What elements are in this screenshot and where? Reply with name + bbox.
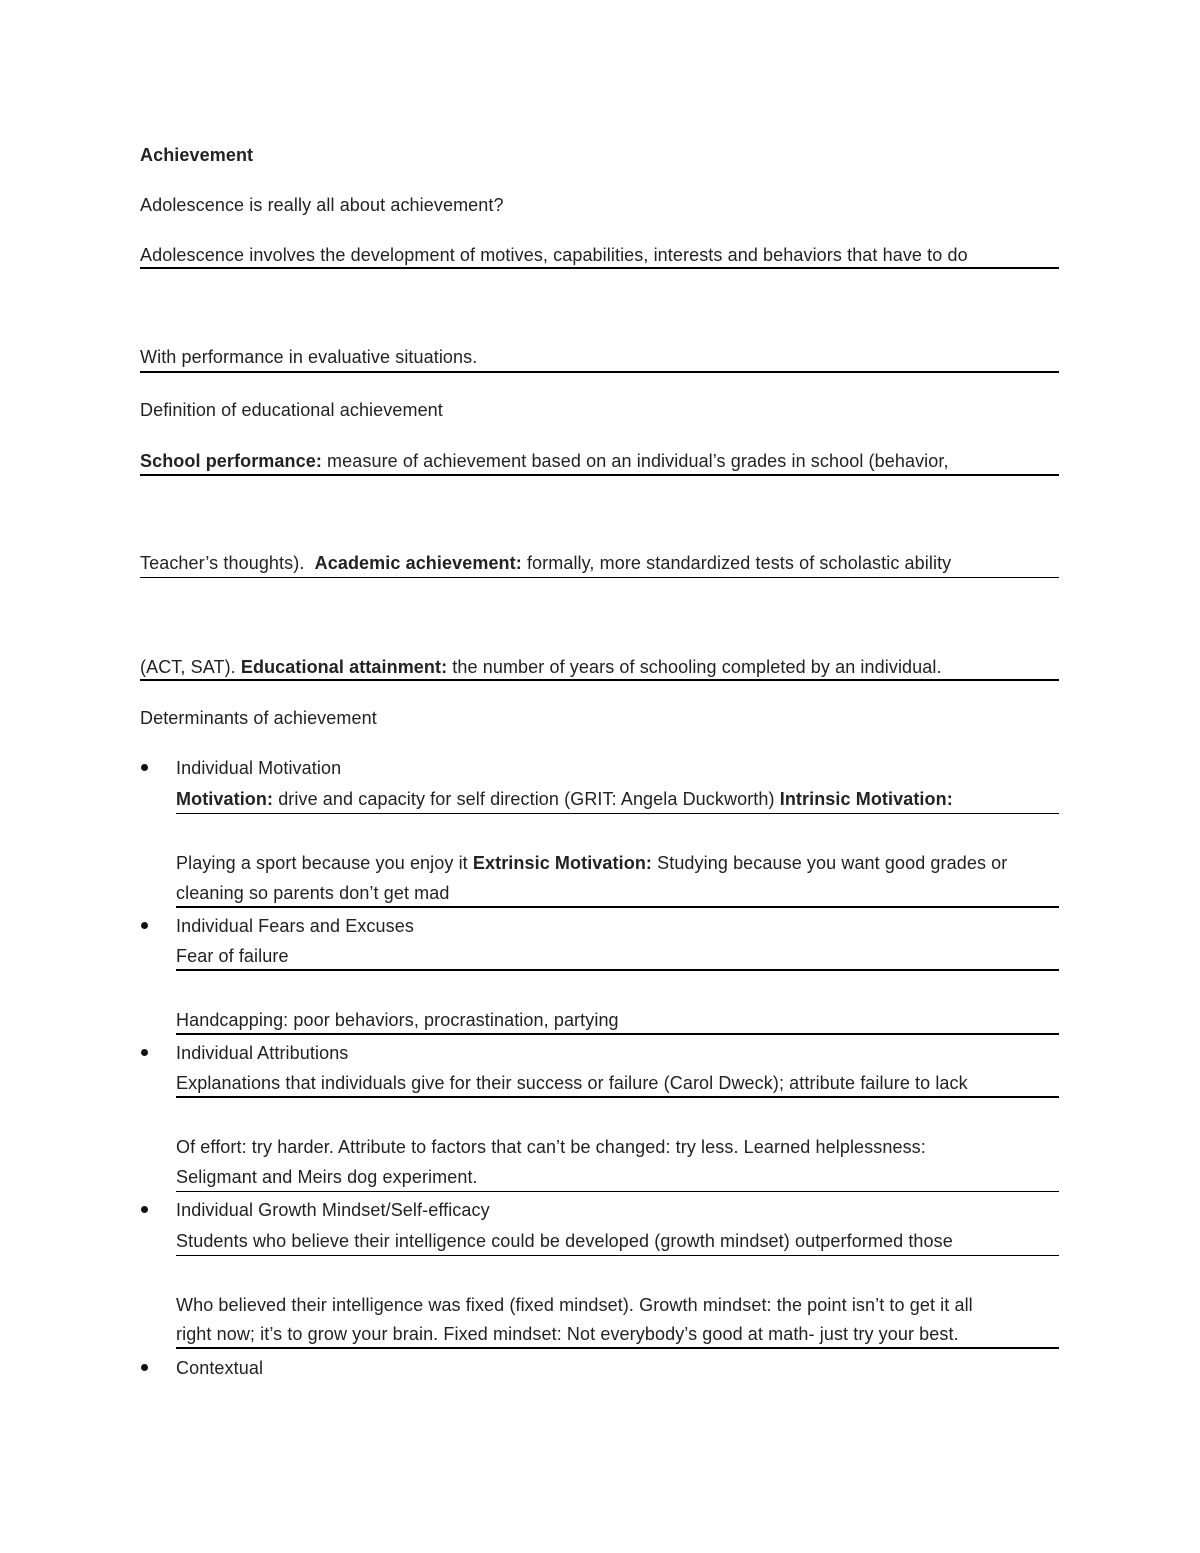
academic-achievement-text: formally, more standardized tests of scholastic ability xyxy=(521,553,952,573)
motivation-line-1 xyxy=(176,788,953,810)
educational-attainment-line xyxy=(140,656,942,678)
act-sat-text: (ACT, SAT). xyxy=(140,657,241,677)
fears-line-1: Fear of failure xyxy=(176,946,289,966)
determinants-heading: Determinants of achievement xyxy=(140,708,377,728)
contextual-heading: Contextual xyxy=(176,1358,264,1378)
growth-line-1: Students who believe their intelligence could be developed (growth mindset) outperformed those xyxy=(176,1231,953,1251)
motivation-text: drive and capacity for self direction (GRIT: Angela Duckworth) xyxy=(273,789,780,809)
educational-attainment-term: Educational attainment: xyxy=(240,657,448,677)
growth-line-2: Who believed their intelligence was fixed (fixed mindset). Growth mindset: the point isn’t to get it all xyxy=(176,1295,973,1315)
bullet-icon xyxy=(141,922,148,929)
underline-rule xyxy=(176,1255,1059,1256)
definition-heading: Definition of educational achievement xyxy=(140,400,443,420)
underline-rule xyxy=(140,371,1059,373)
educational-attainment-text: the number of years of schooling completed by an individual. xyxy=(447,657,942,677)
attributions-line-3: Seligmant and Meirs dog experiment. xyxy=(176,1167,478,1187)
intrinsic-motivation-term: Intrinsic Motivation: xyxy=(779,789,953,809)
school-performance-term: School performance: xyxy=(140,451,322,471)
academic-achievement-line xyxy=(140,552,951,574)
underline-rule xyxy=(140,474,1059,476)
underline-rule xyxy=(176,906,1059,908)
school-performance-line xyxy=(140,450,949,472)
underline-rule xyxy=(176,813,1059,814)
growth-line-3: right now; it’s to grow your brain. Fixed mindset: Not everybody’s good at math- just try your best. xyxy=(176,1324,959,1344)
motivation-line-3: cleaning so parents don’t get mad xyxy=(176,883,450,903)
motivation-heading: Individual Motivation xyxy=(176,758,342,778)
teacher-thoughts-text: Teacher’s thoughts). xyxy=(140,553,315,573)
intro-line-2: With performance in evaluative situations. xyxy=(140,347,478,367)
underline-rule xyxy=(176,1347,1059,1349)
page-title: Achievement xyxy=(140,145,254,165)
extrinsic-motivation-term: Extrinsic Motivation: xyxy=(472,853,653,873)
academic-achievement-term: Academic achievement: xyxy=(314,553,522,573)
underline-rule xyxy=(176,1033,1059,1035)
intrinsic-example-text: Playing a sport because you enjoy it xyxy=(176,853,473,873)
intro-line-1: Adolescence involves the development of motives, capabilities, interests and behaviors that have to do xyxy=(140,245,968,265)
attributions-heading: Individual Attributions xyxy=(176,1043,349,1063)
bullet-icon xyxy=(141,764,148,771)
underline-rule xyxy=(140,577,1059,578)
underline-rule xyxy=(140,267,1059,269)
underline-rule xyxy=(140,679,1059,681)
attributions-line-1: Explanations that individuals give for their success or failure (Carol Dweck); attribute failure to lack xyxy=(176,1073,968,1093)
growth-heading: Individual Growth Mindset/Self-efficacy xyxy=(176,1200,490,1220)
motivation-line-2 xyxy=(176,852,1007,874)
motivation-term: Motivation: xyxy=(176,789,274,809)
underline-rule xyxy=(176,969,1059,971)
bullet-icon xyxy=(141,1049,148,1056)
bullet-icon xyxy=(141,1364,148,1371)
underline-rule xyxy=(176,1096,1059,1098)
fears-heading: Individual Fears and Excuses xyxy=(176,916,414,936)
attributions-line-2: Of effort: try harder. Attribute to factors that can’t be changed: try less. Learned helplessness: xyxy=(176,1137,926,1157)
bullet-icon xyxy=(141,1206,148,1213)
question-line: Adolescence is really all about achievement? xyxy=(140,195,504,215)
school-performance-text: measure of achievement based on an individual’s grades in school (behavior, xyxy=(321,451,949,471)
underline-rule xyxy=(176,1191,1059,1192)
extrinsic-example-text: Studying because you want good grades or xyxy=(652,853,1008,873)
fears-line-2: Handcapping: poor behaviors, procrastination, partying xyxy=(176,1010,619,1030)
